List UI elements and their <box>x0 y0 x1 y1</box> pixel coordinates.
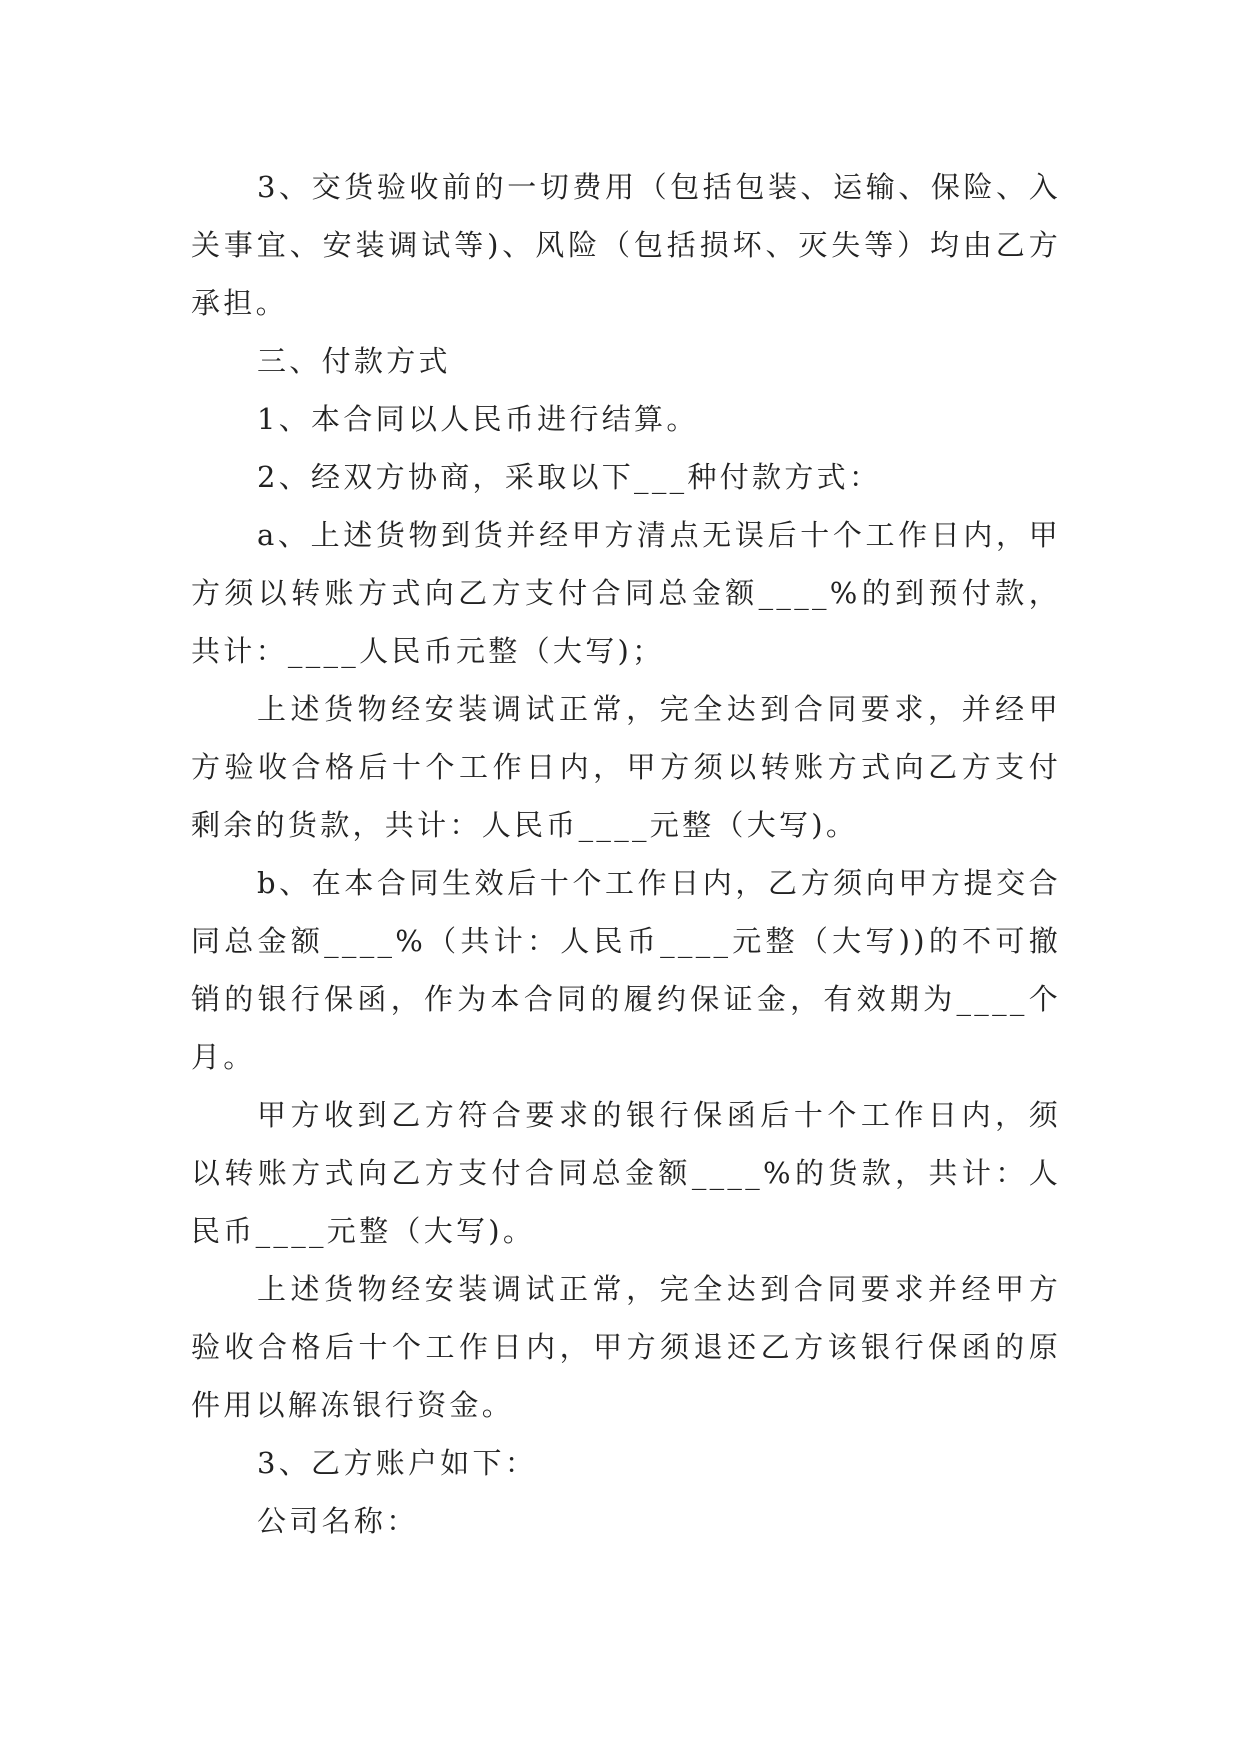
paragraph-payment-options: 2、经双方协商，采取以下___种付款方式： <box>257 460 882 494</box>
document-body <box>191 158 1061 1550</box>
paragraph-option-b-payment: 甲方收到乙方符合要求的银行保函后十个工作日内，须以转账方式向乙方支付合同总金额____%的货款，共计：人民币____元整（大写)。 <box>191 1098 1061 1248</box>
paragraph-option-a-remainder: 上述货物经安装调试正常，完全达到合同要求，并经甲方验收合格后十个工作日内，甲方须以转账方式向乙方支付剩余的货款，共计：人民币____元整（大写)。 <box>191 692 1061 842</box>
paragraph-option-a: a、上述货物到货并经甲方清点无误后十个工作日内，甲方须以转账方式向乙方支付合同总金额____%的到预付款，共计：____人民币元整（大写)； <box>191 518 1061 668</box>
paragraph-delivery-costs: 3、交货验收前的一切费用（包括包装、运输、保险、入关事宜、安装调试等)、风险（包括损坏、灭失等）均由乙方承担。 <box>191 170 1061 320</box>
paragraph-settlement-currency: 1、本合同以人民币进行结算。 <box>257 402 699 436</box>
paragraph-option-b: b、在本合同生效后十个工作日内，乙方须向甲方提交合同总金额____%（共计：人民币____元整（大写))的不可撤销的银行保函，作为本合同的履约保证金，有效期为____个月。 <box>191 866 1061 1074</box>
section-heading-payment-method: 三、付款方式 <box>257 344 451 378</box>
paragraph-company-name: 公司名称： <box>257 1504 419 1538</box>
paragraph-account-info: 3、乙方账户如下： <box>257 1446 538 1480</box>
paragraph-option-b-guarantee-return: 上述货物经安装调试正常，完全达到合同要求并经甲方验收合格后十个工作日内，甲方须退还乙方该银行保函的原件用以解冻银行资金。 <box>191 1272 1061 1422</box>
